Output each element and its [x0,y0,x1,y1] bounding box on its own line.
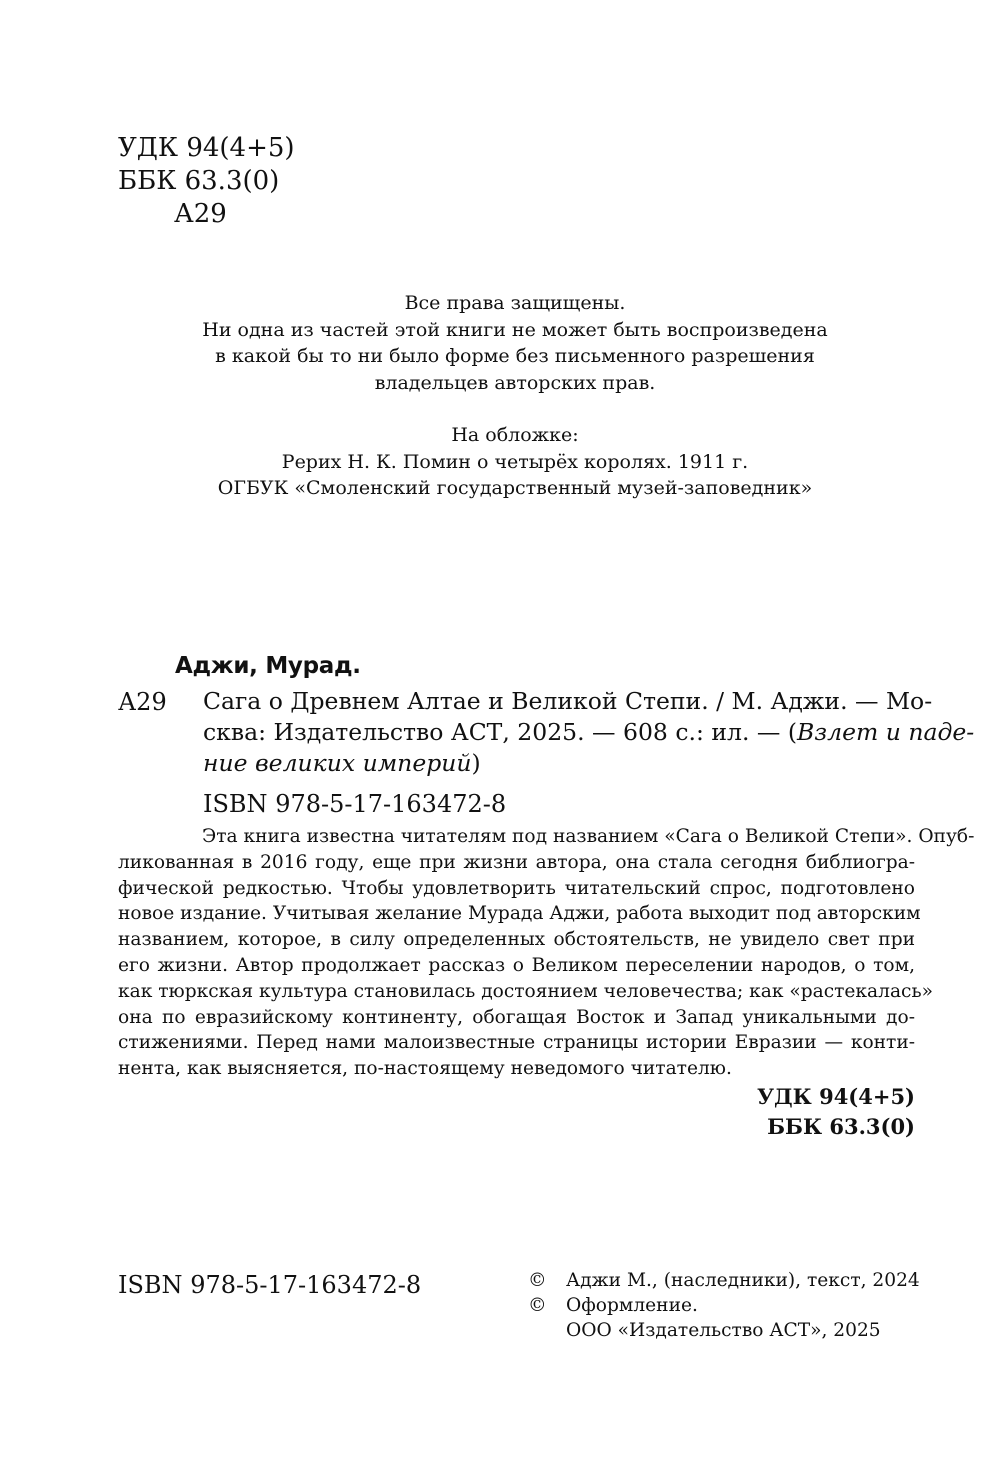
cover-painting: Рерих Н. К. Помин о четырёх королях. 1911 г. [281,450,749,473]
publisher: ООО «Издательство АСТ», 2025 [566,1320,881,1341]
series-part-2: ние великих империй [203,749,472,777]
series-close: ) [471,749,481,777]
title-line-2-text: сква: Издательство АСТ, 2025. — 608 с.: ил. — ( [203,718,798,746]
title-line-2 [203,717,975,748]
annotation-line: она по евразийскому континенту, обогащая Восток и Запад уникальными до- [118,1006,915,1028]
series-part-1: Взлет и паде- [797,718,975,746]
copyright-symbol: © [528,1270,547,1291]
catalog-author-mark: А29 [118,688,167,716]
rights-notice [150,290,880,502]
annotation-line: ликованная в 2016 году, еще при жизни автора, она стала сегодня библиогра- [118,851,915,873]
catalog-isbn: ISBN 978-5-17-163472-8 [203,790,507,818]
bbk-code-bold: ББК 63.3(0) [767,1114,915,1139]
title-line-3 [203,748,915,779]
annotation-line: Эта книга известна читателям под названием «Сага о Великой Степи». Опуб- [202,826,975,847]
rights-line: в какой бы то ни было форме без письменного разрешения [215,345,815,367]
annotation-line: фической редкостью. Чтобы удовлетворить читательский спрос, подготовлено [118,877,915,899]
udk-code-bold: УДК 94(4+5) [756,1084,915,1109]
annotation-line: стижениями. Перед нами малоизвестные страницы истории Евразии — конти- [118,1032,915,1054]
title-line-1: Сага о Древнем Алтае и Великой Степи. / М. Аджи. — Мо- [203,687,933,715]
rights-line: Все права защищены. [404,292,626,314]
annotation [118,824,975,1082]
footer-isbn: ISBN 978-5-17-163472-8 [118,1271,422,1299]
annotation-line: названием, которое, в силу определенных обстоятельств, не увидело свет при [118,929,915,951]
copyright-publisher-row [528,1318,920,1343]
cover-heading: На обложке: [451,424,579,446]
author-mark: А29 [174,199,227,229]
rights-line: Ни одна из частей этой книги не может быть воспроизведена [202,318,828,341]
annotation-line: как тюркская культура становилась достоянием человечества; как «растекалась» [118,980,933,1002]
classification-block [118,132,295,231]
copyright-text-row [528,1268,920,1293]
annotation-line: новое издание. Учитывая желание Мурада Аджи, работа выходит под авторским [118,903,921,925]
rights-line: владельцев авторских прав. [374,371,656,394]
copyright-design-row [528,1293,920,1318]
copyright-block [528,1268,920,1343]
copyright-text: Аджи М., (наследники), текст, 2024 [566,1270,920,1291]
annotation-line: нента, как выясняется, по-настоящему неведомого читателю. [118,1058,732,1080]
udk-code: УДК 94(4+5) [118,133,295,163]
classification-codes-bottom [757,1082,915,1142]
catalog-author: Аджи, Мурад. [175,653,361,679]
annotation-line: его жизни. Автор продолжает рассказ о Великом переселении народов, о том, [118,954,915,976]
catalog-title [203,686,975,779]
cover-museum: ОГБУК «Смоленский государственный музей-заповедник» [217,477,813,499]
design-label: Оформление. [566,1295,698,1316]
copyright-symbol: © [528,1295,547,1316]
bbk-code: ББК 63.3(0) [118,166,280,196]
